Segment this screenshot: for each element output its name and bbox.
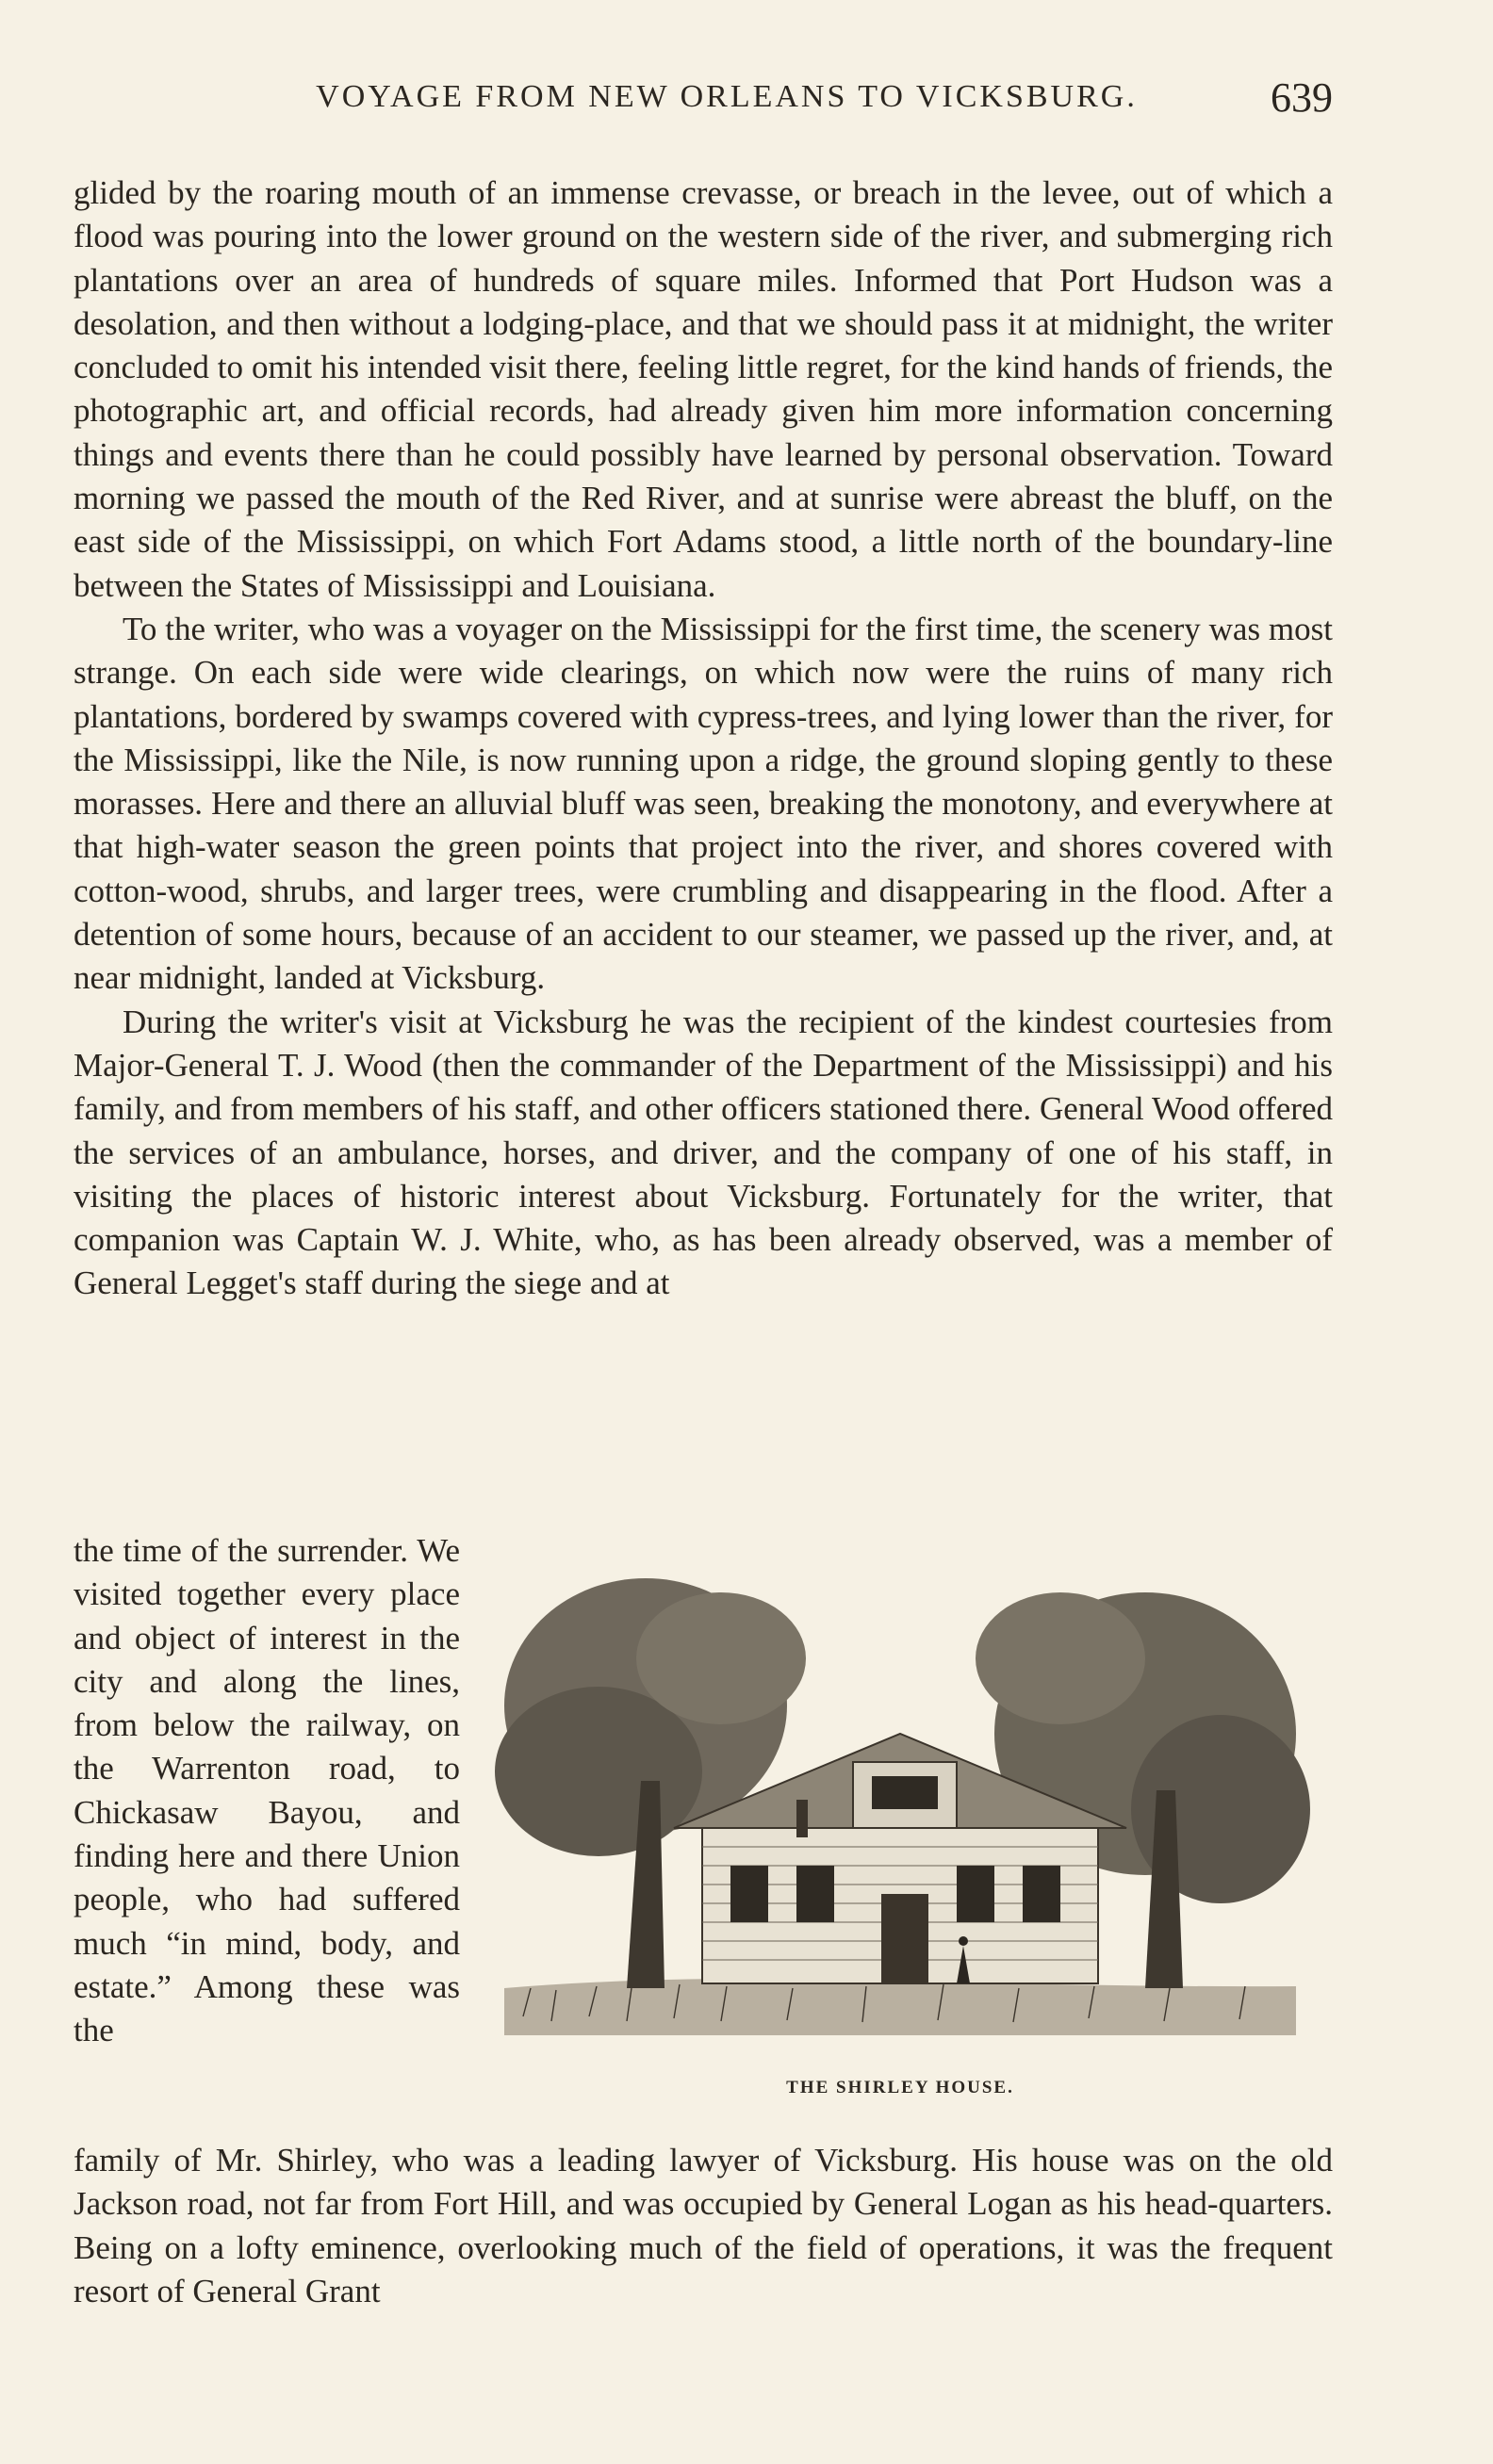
- running-header: [74, 74, 1333, 126]
- paragraph-2: To the writer, who was a voyager on the Mississippi for the first time, the scenery was most strange. On each side were wide clearings, on which now were the ruins of many rich plantations, bordered by swamps covered with cypress-trees, and lying lower than the river, for the Mississippi, like the Nile, is now running upon a ridge, the ground sloping gently to these morasses. Here and there an alluvial bluff was seen, breaking the monotony, and everywhere at that high-water season the green points that project into the river, and shores covered with cotton-wood, shrubs, and larger trees, were crumbling and disappearing in the flood. After a detention of some hours, because of an accident to our steamer, we passed up the river, and, at near midnight, landed at Vicksburg.: [74, 610, 1333, 997]
- main-text: [74, 171, 1333, 1306]
- paragraph-1: glided by the roaring mouth of an immense crevasse, or breach in the levee, out of which a flood was pouring into the lower ground on the western side of the river, and submerging rich plantations over an area of hundreds of square miles. Informed that Port Hudson was a desolation, and then without a lodging-place, and that we should pass it at midnight, the writer concluded to omit his intended visit there, feeling little regret, for the kind hands of friends, the photographic art, and official records, had already given him more information concerning things and events there than he could possibly have learned by personal observation. Toward morning we passed the mouth of the Red River, and at sunrise were abreast the bluff, on the east side of the Mississippi, on which Fort Adams stood, a little north of the boundary-line between the States of Mississippi and Louisiana.: [74, 174, 1333, 604]
- page-number: 639: [1271, 74, 1333, 121]
- wrapped-text-column: [74, 1529, 460, 2053]
- running-title: VOYAGE FROM NEW ORLEANS TO VICKSBURG.: [316, 79, 1138, 114]
- paragraph-3-wrap: the time of the surrender. We visited together every place and object of interest in the city and along the lines, from below the railway, on the Warrenton road, to Chickasaw Bayou, and finding here and there Union people, who had suffered much “in mind, body, and estate.” Among these was the: [74, 1532, 460, 2049]
- figure-caption: THE SHIRLEY HOUSE.: [786, 2078, 1014, 2097]
- paragraph-3: During the writer's visit at Vicksburg he was the recipient of the kindest courtesies from Major-General T. J. Wood (then the commander of the Department of the Mississippi) and his family, and from members of his staff, and other officers stationed there. General Wood offered the services of an ambulance, horses, and driver, and the company of one of his staff, in visiting the places of historic interest about Vicksburg. Fortunately for the writer, that companion was Captain W. J. White, who, as has been already observed, was a member of General Legget's staff during the siege and at: [74, 1003, 1333, 1302]
- shirley-house-illustration: [485, 1545, 1315, 2073]
- paragraph-3-end: family of Mr. Shirley, who was a leading lawyer of Vicksburg. His house was on the old Jackson road, not far from Fort Hill, and was occupied by General Logan as his head-quarters. Being on a lofty eminence, overlooking much of the field of operations, it was the frequent resort of General Grant: [74, 2142, 1333, 2309]
- continuation-text: [74, 2139, 1333, 2313]
